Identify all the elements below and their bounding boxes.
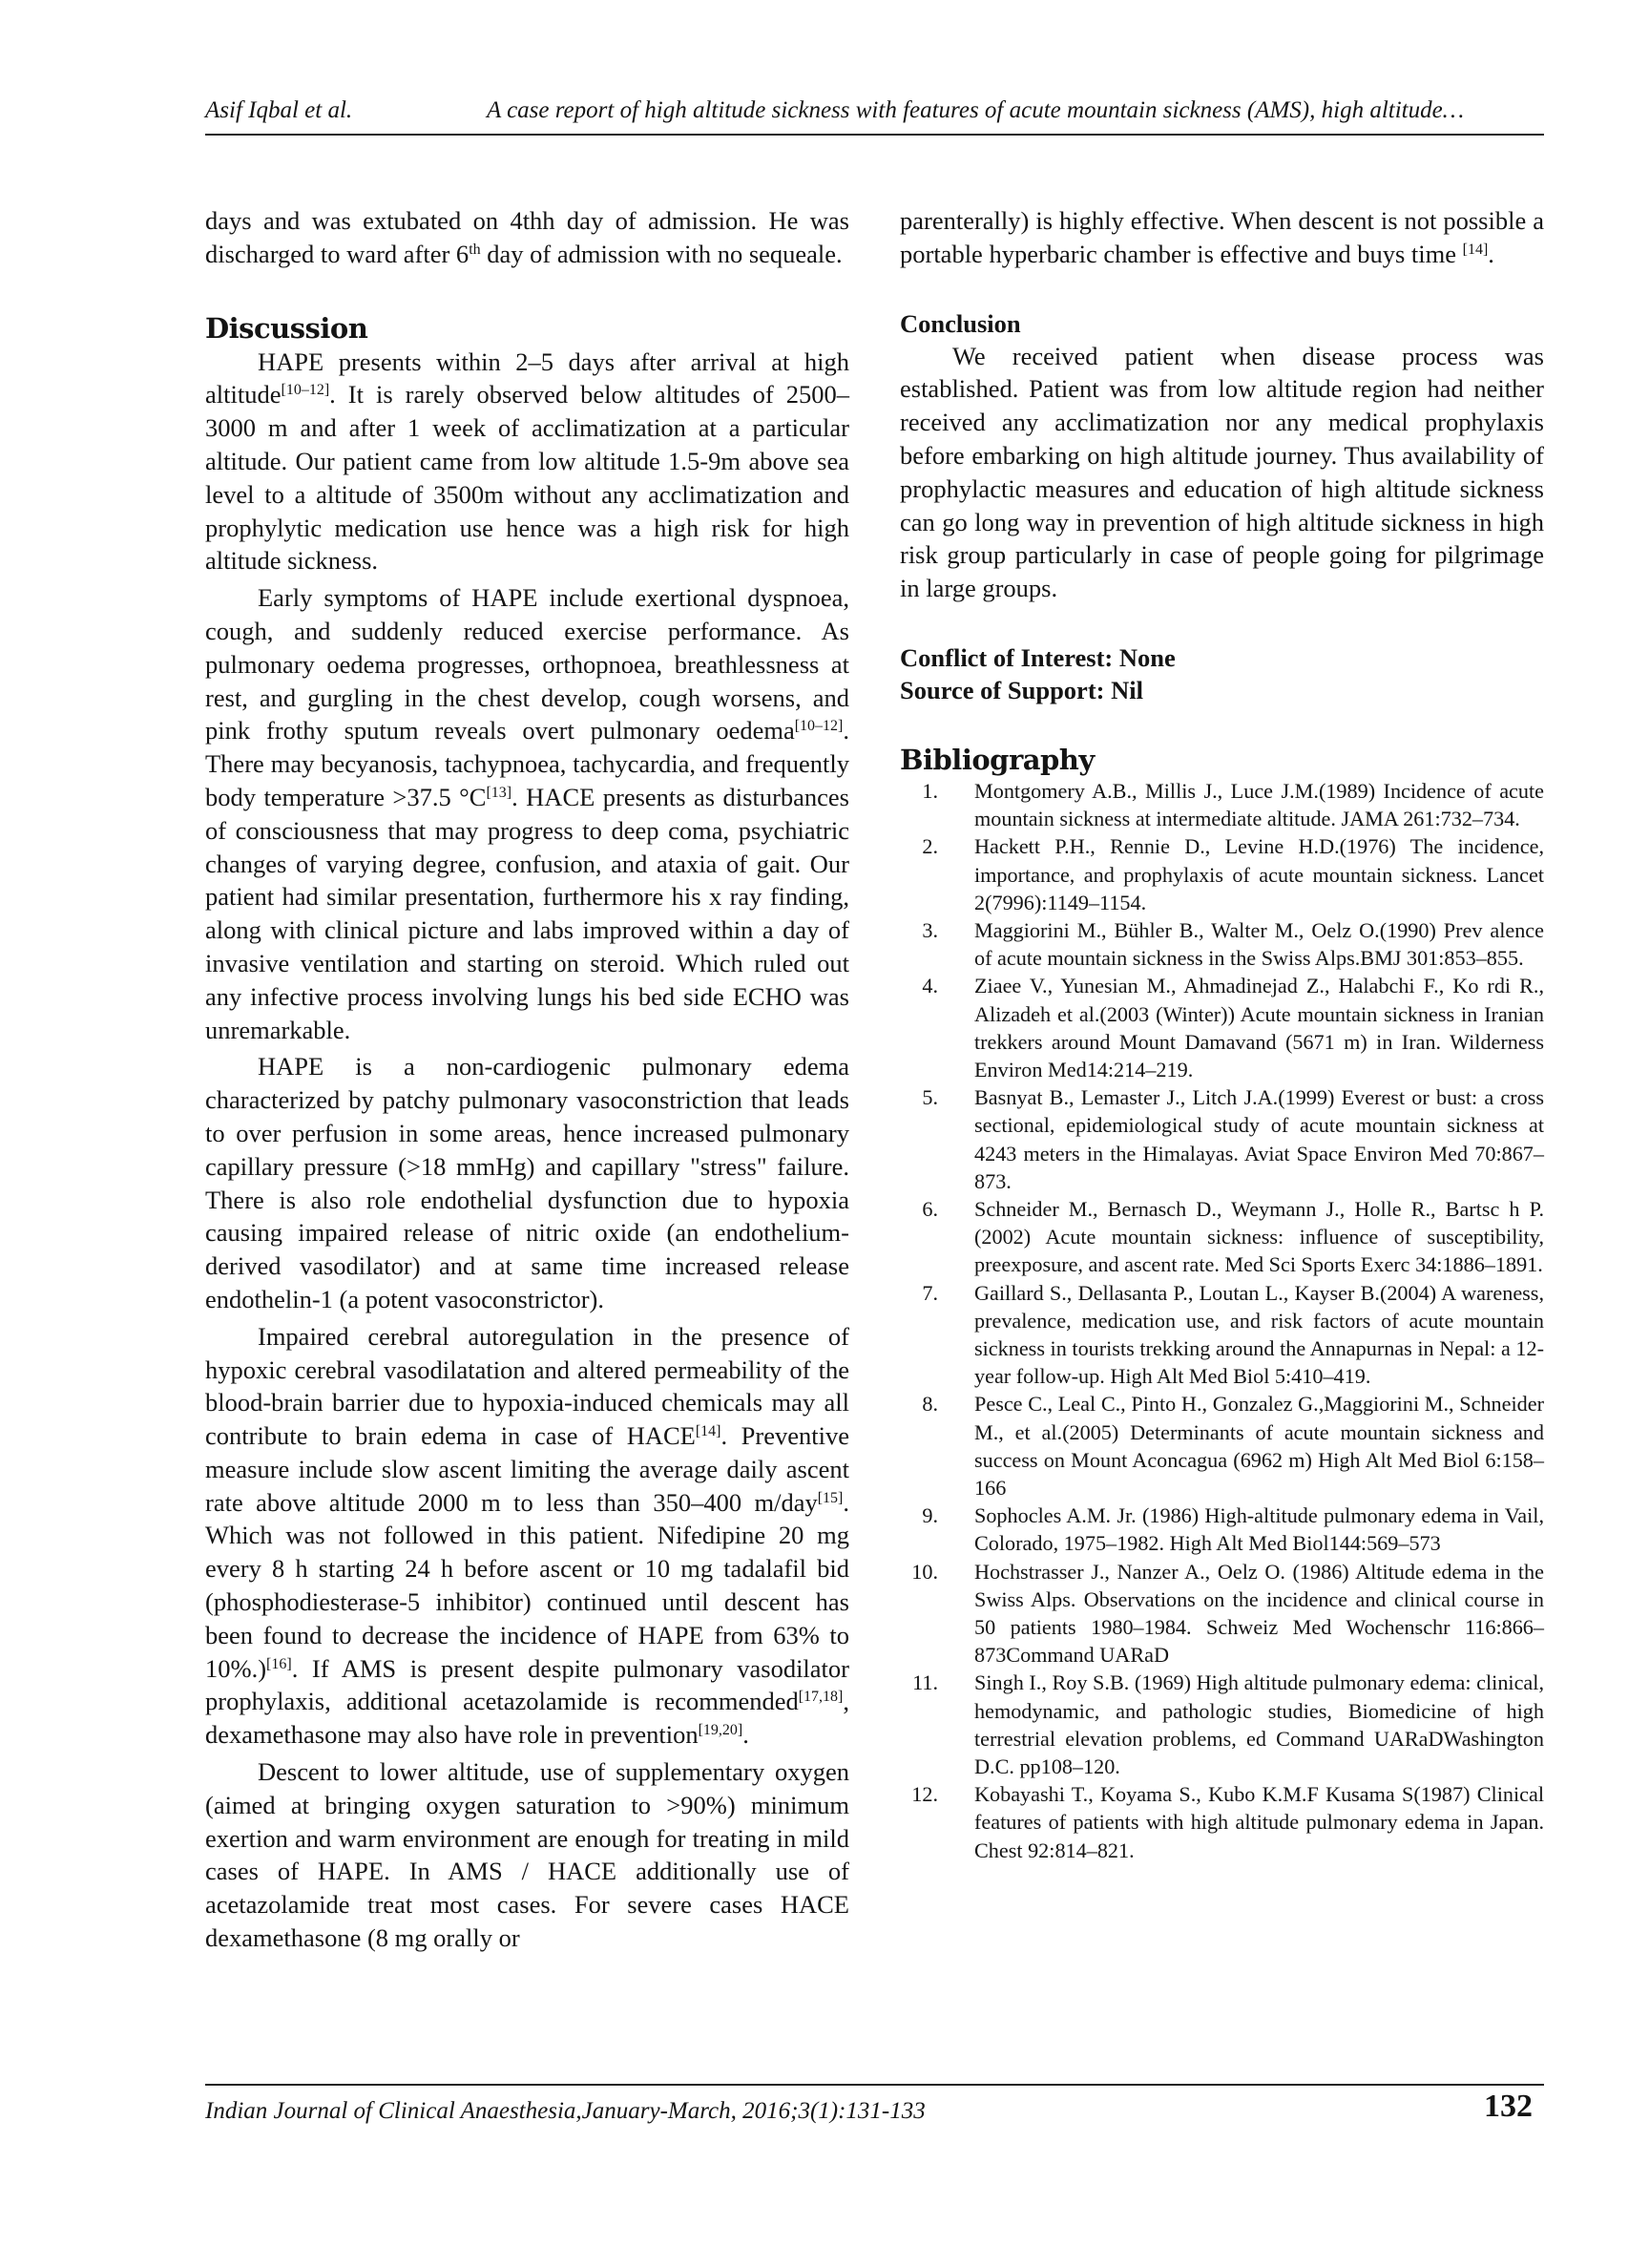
reference-item: 9. Sophocles A.M. Jr. (1986) High-altitude pulmonary edema in Vail, Colorado, 1975–1982. High Alt Med Biol144:569–573 <box>922 1503 1544 1556</box>
page-number: 132 <box>1484 2089 1533 2124</box>
reference-item: 7. Gaillard S., Dellasanta P., Loutan L., Kayser B.(2004) A wareness, prevalence, medication use, and risk factors of acute mountain sickness in tourists trekking around the Annapurnas in Nepal: a 12-year follow-up. High Alt Med Biol 5:410–419. <box>922 1280 1544 1389</box>
footer-rule <box>205 2084 1544 2086</box>
bibliography-heading: Bibliography <box>900 743 1095 776</box>
reference-item: 1. Montgomery A.B., Millis J., Luce J.M.(1989) Incidence of acute mountain sickness at intermediate altitude. JAMA 261:732–734. <box>922 778 1544 831</box>
reference-item: 4. Ziaee V., Yunesian M., Ahmadinejad Z., Halabchi F., Ko rdi R., Alizadeh et al.(2003 (Winter)) Acute mountain sickness in Iranian trekkers around Mount Damavand (5671 m) in Iran. Wilderness Environ Med14:214–219. <box>922 974 1544 1082</box>
reference-item: 8. Pesce C., Leal C., Pinto H., Gonzalez G.,Maggiorini M., Schneider M., et al.(2005) Determinants of acute mountain sickness and success on Mount Aconcagua (6962 m) High Alt Med Biol 6:158–166 <box>922 1392 1544 1501</box>
right-column <box>900 204 1544 1864</box>
conclusion-heading: Conclusion <box>900 308 1021 338</box>
discussion-paragraph-1: HAPE presents within 2–5 days after arrival at high altitude[10–12]. It is rarely observed below altitudes of 2500–3000 m and after 1 week of acclimatization at a particular altitude. Our patient came from low altitude 1.5-9m above sea level to a altitude of 3500m without any acclimatization and prophylytic medication use hence was a high risk for high altitude sickness. <box>205 346 849 576</box>
continuation-paragraph: parenterally) is highly effective. When descent is not possible a portable hyperbaric chamber is effective and buys time [14]. <box>900 206 1544 268</box>
discussion-heading: Discussion <box>205 311 368 345</box>
discussion-paragraph-5: Descent to lower altitude, use of supplementary oxygen (aimed at bringing oxygen saturation to >90%) minimum exertion and warm environment are enough for treating in mild cases of HAPE. In AMS / HACE additionally use of acetazolamide treat most cases. For severe cases HACE dexamethasone (8 mg orally or <box>205 1757 849 1953</box>
reference-item: 2. Hackett P.H., Rennie D., Levine H.D.(1976) The incidence, importance, and prophylaxis of acute mountain sickness. Lancet 2(7996):1149–1154. <box>922 834 1544 914</box>
left-column <box>205 204 849 1955</box>
running-header-author: Asif Iqbal et al. <box>205 97 353 123</box>
running-header-title: A case report of high altitude sickness with features of acute mountain sickness (AMS), high altitude… <box>487 97 1464 123</box>
reference-item: 10. Hochstrasser J., Nanzer A., Oelz O. (1986) Altitude edema in the Swiss Alps. Observations on the incidence and clinical course in 50 patients 1980–1984. Schweiz Med Wochenschr 116:866–873Command UARaD <box>911 1559 1544 1668</box>
intro-paragraph: days and was extubated on 4thh day of admission. He was discharged to ward after 6th day of admission with no sequeale. <box>205 206 849 268</box>
reference-item: 3. Maggiorini M., Bühler B., Walter M., Oelz O.(1990) Prev alence of acute mountain sickness in the Swiss Alps.BMJ 301:853–855. <box>922 917 1544 971</box>
conclusion-paragraph: We received patient when disease process was established. Patient was from low altitude region had neither received any acclimatization nor any medical prophylaxis before embarking on high altitude journey. Thus availability of prophylactic measures and education of high altitude sickness can go long way in prevention of high altitude sickness in high risk group particularly in case of people going for pilgrimage in large groups. <box>900 341 1544 603</box>
header-rule <box>205 134 1544 136</box>
conflict-of-interest: Conflict of Interest: None <box>900 642 1176 672</box>
discussion-paragraph-2: Early symptoms of HAPE include exertional dyspnoea, cough, and suddenly reduced exercise performance. As pulmonary oedema progresses, orthopnoea, breathlessness at rest, and gurgling in the chest develop, cough worsens, and pink frothy sputum reveals overt pulmonary oedema[10–12]. There may becyanosis, tachypnoea, tachycardia, and frequently body temperature >37.5 °C[13]. HACE presents as disturbances of consciousness that may progress to deep coma, psychiatric changes of varying degree, confusion, and ataxia of gait. Our patient had similar presentation, furthermore his x ray finding, along with clinical picture and labs improved within a day of invasive ventilation and starting on steroid. Which ruled out any infective process involving lungs his bed side ECHO was unremarkable. <box>205 583 849 1044</box>
journal-citation: Indian Journal of Clinical Anaesthesia,January-March, 2016;3(1):131-133 <box>205 2098 926 2124</box>
discussion-paragraph-4: Impaired cerebral autoregulation in the presence of hypoxic cerebral vasodilatation and altered permeability of the blood-brain barrier due to hypoxia-induced chemicals may all contribute to brain edema in case of HACE[14]. Preventive measure include slow ascent limiting the average daily ascent rate above altitude 2000 m to less than 350–400 m/day[15]. Which was not followed in this patient. Nifedipine 20 mg every 8 h starting 24 h before ascent or 10 mg tadalafil bid (phosphodiesterase-5 inhibitor) continued until descent has been found to decrease the incidence of HAPE from 63% to 10%.)[16]. If AMS is present despite pulmonary vasodilator prophylaxis, additional acetazolamide is recommended[17,18], dexamethasone may also have role in prevention[19,20]. <box>205 1321 849 1750</box>
reference-item: 5. Basnyat B., Lemaster J., Litch J.A.(1999) Everest or bust: a cross sectional, epidemiological study of acute mountain sickness at 4243 meters in the Himalayas. Aviat Space Environ Med 70:867–873. <box>922 1085 1544 1193</box>
source-of-support: Source of Support: Nil <box>900 675 1143 704</box>
reference-item: 11. Singh I., Roy S.B. (1969) High altitude pulmonary edema: clinical, hemodynamic, and pathologic studies, Biomedicine of high terrestrial elevation problems, ed Command UARaDWashington D.C. pp108–120. <box>912 1670 1544 1779</box>
reference-item: 12. Kobayashi T., Koyama S., Kubo K.M.F Kusama S(1987) Clinical features of patients with high altitude pulmonary edema in Japan. Chest 92:814–821. <box>911 1782 1544 1862</box>
reference-list <box>900 777 1544 1864</box>
discussion-paragraph-3: HAPE is a non-cardiogenic pulmonary edema characterized by patchy pulmonary vasoconstriction that leads to over perfusion in some areas, hence increased pulmonary capillary pressure (>18 mmHg) and capillary "stress" failure. There is also role endothelial dysfunction due to hypoxia causing impaired release of nitric oxide (an endothelium-derived vasodilator) and at same time increased release endothelin-1 (a potent vasoconstrictor). <box>205 1052 849 1313</box>
reference-item: 6. Schneider M., Bernasch D., Weymann J., Holle R., Bartsc h P.(2002) Acute mountain sickness: influence of susceptibility, preexposure, and ascent rate. Med Sci Sports Exerc 34:1886–1891. <box>922 1197 1544 1277</box>
